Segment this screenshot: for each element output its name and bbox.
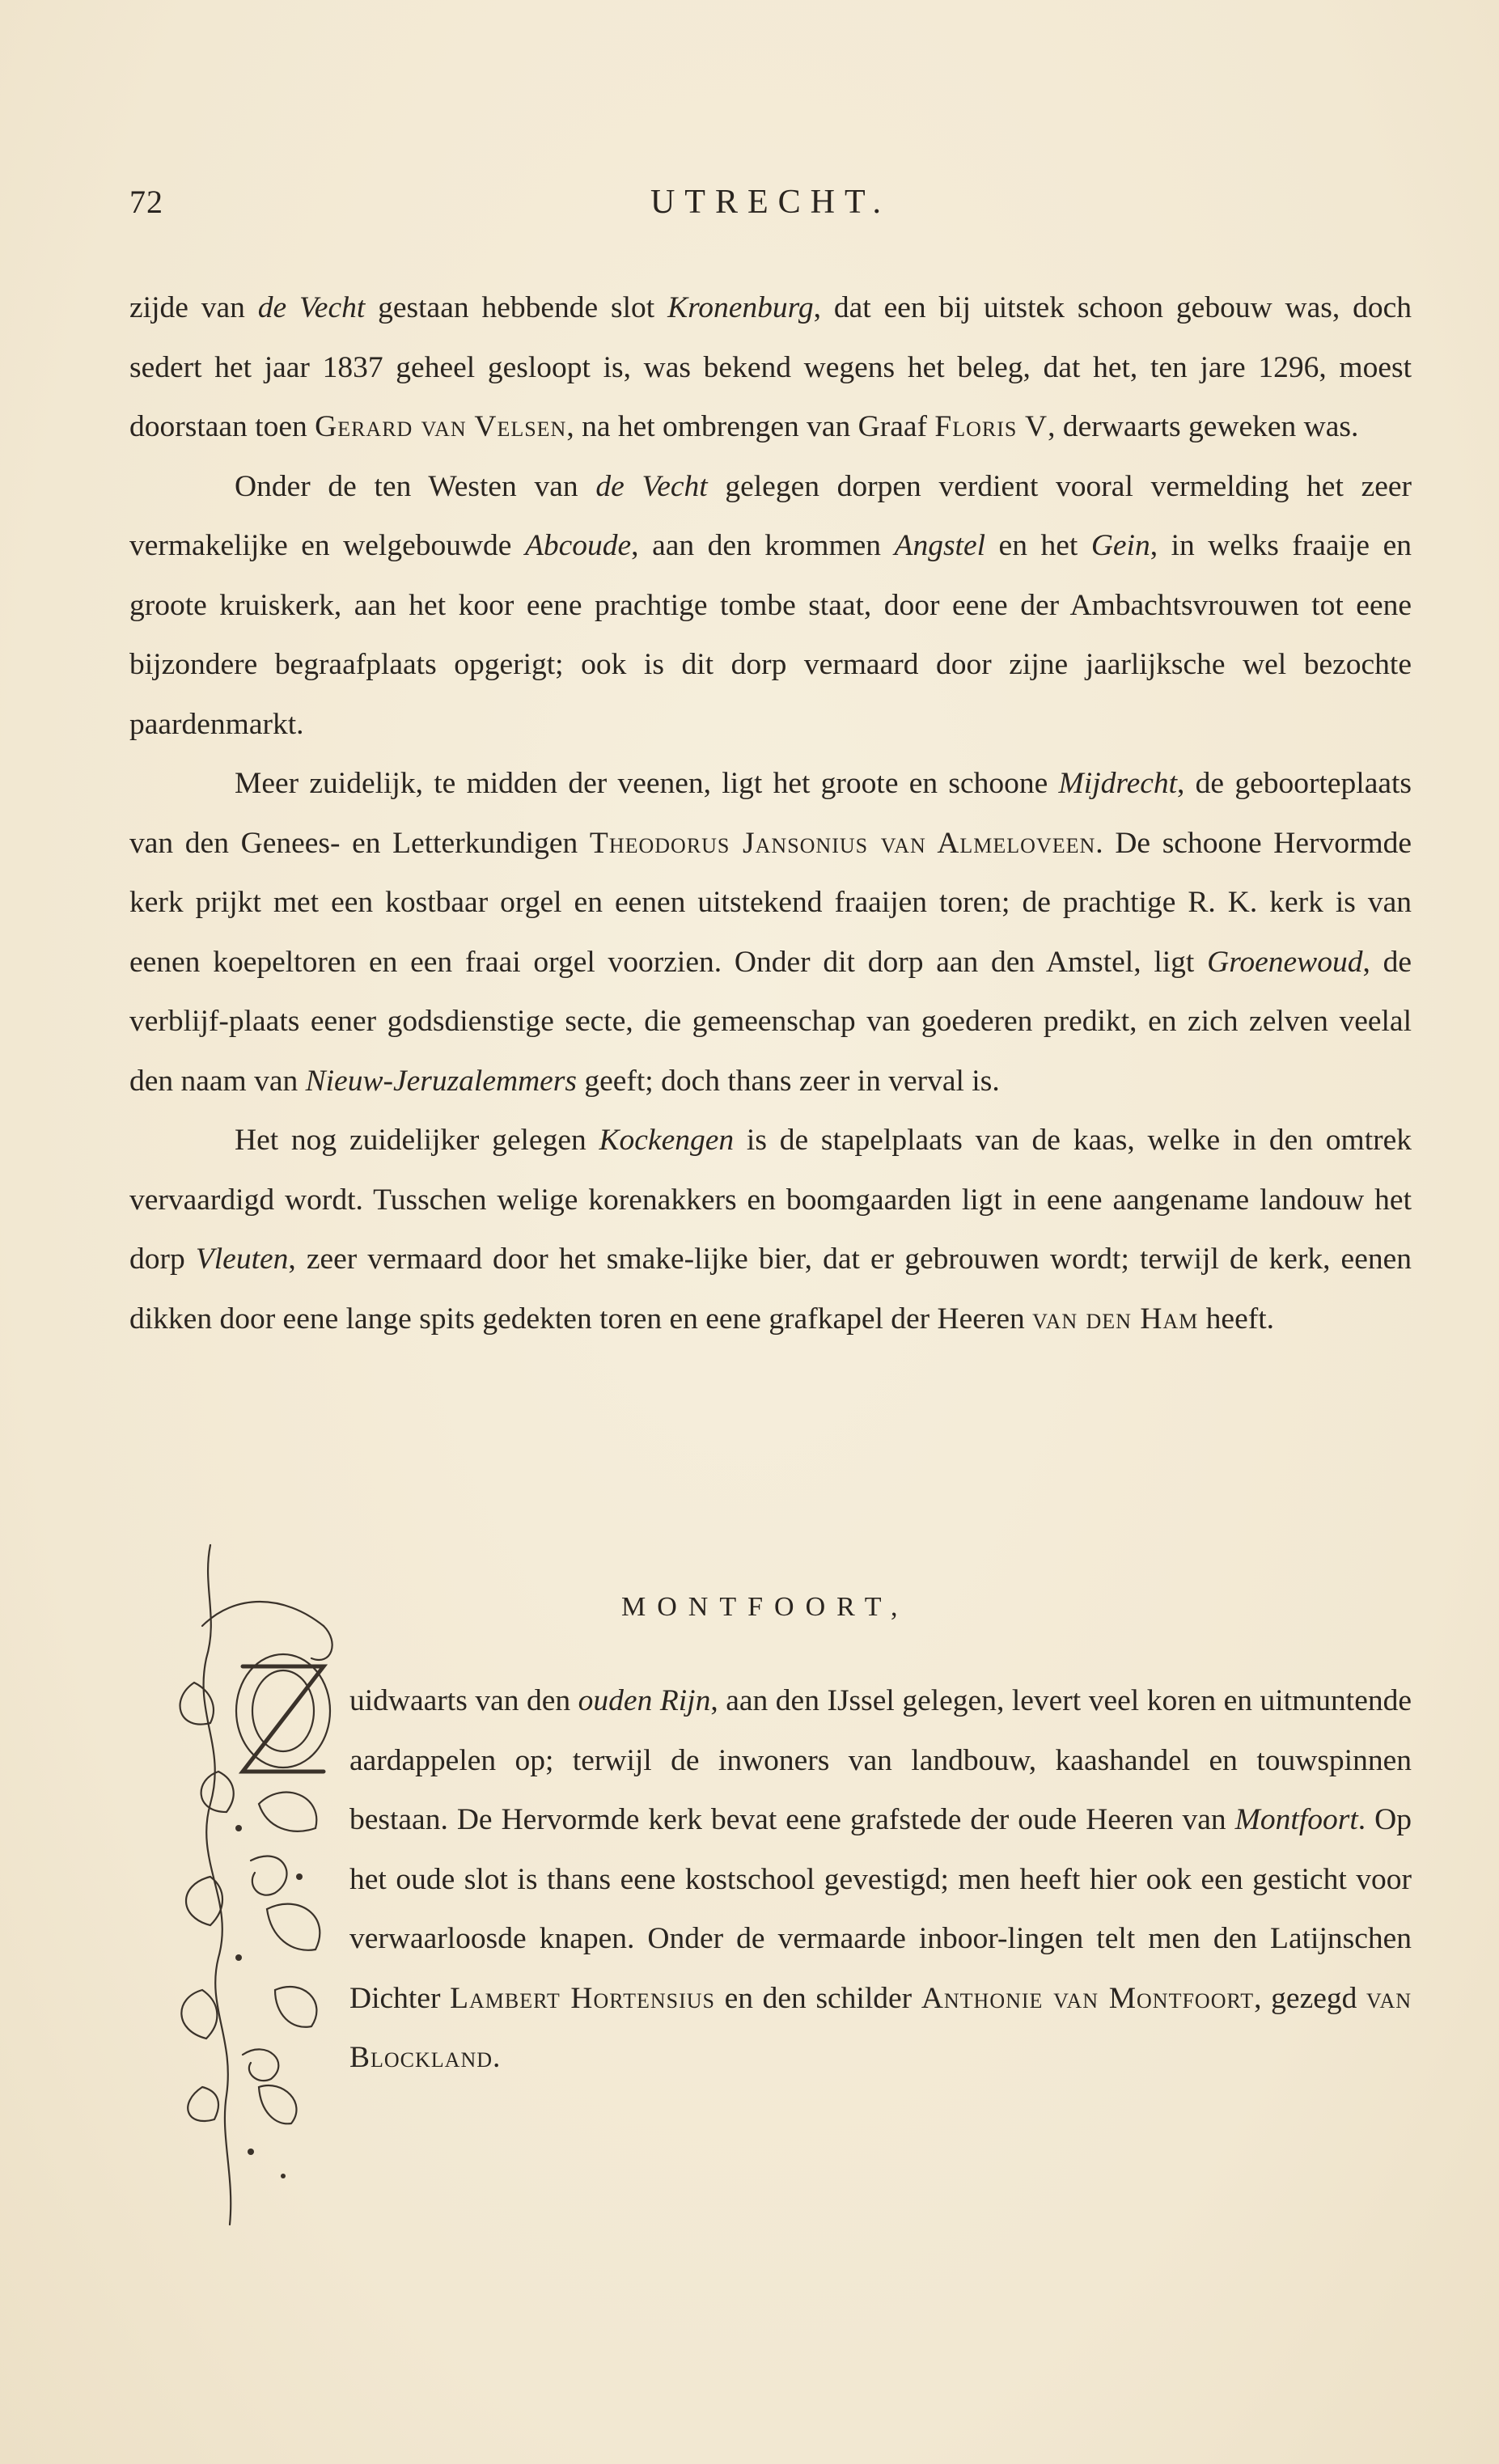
berry-1	[235, 1825, 242, 1831]
text-run: en den schilder	[714, 1981, 921, 2015]
page-number: 72	[129, 184, 163, 220]
place-name: Abcoude	[524, 529, 632, 562]
text-run: , derwaarts geweken was.	[1048, 410, 1359, 443]
text-run: is de stapelplaats van de kaas, welke in den omtrek vervaardigd wordt. Tusschen welige korenakkers en boomgaarden ligt in eene aangename landouw het dorp	[129, 1124, 1412, 1276]
place-name: de Vecht	[595, 469, 708, 503]
place-name: Kronenburg	[667, 291, 814, 324]
swirl-1	[251, 1856, 286, 1895]
text-run: . Op het oude slot is thans eene kostschool gevestigd; men heeft hier ook een gesticht voor verwaarloosde knapen. Onder de vermaarde inboor-lingen telt men den Latijnschen Dichter	[349, 1803, 1412, 2015]
text-run: heeft.	[1198, 1302, 1274, 1336]
group-name: Nieuw-Jeruzalemmers	[305, 1064, 577, 1098]
place-name: de Vecht	[257, 291, 366, 324]
paragraph-1	[129, 278, 1412, 457]
section-paragraph	[349, 1671, 1412, 2088]
text-run: . De schoone Hervormde kerk prijkt met een kostbaar orgel en eenen uitstekend fraaijen toren; de prachtige R. K. kerk is van eenen koepeltoren en een fraai orgel voorzien. Onder dit dorp aan den Amstel, ligt	[129, 826, 1412, 979]
swirl-2	[243, 2049, 278, 2081]
running-head: UTRECHT.	[650, 184, 891, 221]
place-name: Angstel	[894, 529, 986, 562]
text-run: en het	[985, 529, 1091, 562]
person-name: Gerard van Velsen	[315, 410, 567, 443]
letter-ring-2	[252, 1670, 314, 1751]
text-run: , de verblijf-plaats eener godsdienstige secte, die gemeenschap van goederen predikt, en zich zelven veelal den naam van	[129, 945, 1412, 1098]
decorated-initial-icon	[162, 1537, 356, 2233]
leaf-6	[181, 1990, 217, 2039]
leaf-1	[180, 1683, 214, 1725]
paragraph-2	[129, 457, 1412, 755]
text-run: , na het ombrengen van Graaf	[566, 410, 935, 443]
leaf-2	[201, 1772, 234, 1812]
text-run: Onder de ten Westen van	[235, 469, 596, 503]
person-name: Lambert Hortensius	[450, 1981, 715, 2015]
person-name: van Blockland	[349, 1981, 1412, 2074]
place-name: Kockengen	[599, 1124, 735, 1157]
person-name: Anthonie van Montfoort	[921, 1981, 1255, 2015]
berry-2	[296, 1873, 303, 1880]
text-run: geeft; doch thans zeer in verval is.	[576, 1064, 1000, 1098]
scroll-curl	[311, 1626, 332, 1660]
paragraph-3	[129, 754, 1412, 1111]
text-run: zijde van	[129, 291, 258, 324]
page-header	[129, 183, 1412, 231]
leaf-8	[188, 2087, 218, 2121]
leaf-5	[267, 1904, 320, 1950]
person-name: Floris V	[934, 410, 1048, 443]
place-name: Montfoort	[1234, 1803, 1358, 1836]
berry-3	[235, 1954, 242, 1961]
text-run: , aan den IJssel gelegen, levert veel koren en uitmuntende aardappelen op; terwijl de inwoners van landbouw, kaashandel en touwspinnen bestaan. De Hervormde kerk bevat eene grafstede der oude Heeren van	[349, 1684, 1412, 1836]
place-name: Mijdrecht	[1058, 767, 1178, 800]
person-name: van den Ham	[1032, 1302, 1199, 1336]
place-name: Vleuten	[195, 1243, 289, 1276]
leaf-3	[259, 1793, 316, 1831]
leaf-4	[186, 1877, 222, 1925]
text-run: , zeer vermaard door het smake-lijke bier, dat er gebrouwen wordt; terwijl de kerk, eenen dikken door eene lange spits gedekten toren en eene grafkapel der Heeren	[129, 1243, 1412, 1336]
leaf-7	[275, 1987, 316, 2027]
leaf-9	[259, 2085, 296, 2123]
text-run: , in welks fraaije en groote kruiskerk, aan het koor eene prachtige tombe staat, door eene der Ambachtsvrouwen tot eene bijzondere begraafplaats opgerigt; ook is dit dorp vermaard door zijne jaarlijksche wel bezochte paardenmarkt.	[129, 529, 1412, 741]
scroll-top	[202, 1602, 324, 1626]
place-name: Groenewoud	[1207, 945, 1363, 979]
text-run: gestaan hebbende slot	[365, 291, 668, 324]
paragraph-4	[129, 1111, 1412, 1348]
text-run: Het nog zuidelijker gelegen	[235, 1124, 599, 1157]
place-name: Gein	[1090, 529, 1150, 562]
text-run: , dat een bij uitstek schoon gebouw was, doch sedert het jaar 1837 geheel gesloopt is, was bekend wegens het beleg, dat het, ten jare 1296, moest doorstaan toen	[129, 291, 1412, 443]
text-run: .	[493, 2041, 501, 2074]
body-text	[129, 278, 1412, 1348]
text-run: uidwaarts van den	[349, 1684, 578, 1717]
section-text	[349, 1671, 1412, 2088]
berry-5	[281, 2174, 286, 2178]
place-name: ouden Rijn	[578, 1684, 711, 1717]
text-run: , aan den krommen	[631, 529, 895, 562]
person-name: Theodorus Jansonius van Almeloveen	[589, 826, 1096, 860]
text-run: , gezegd	[1254, 1981, 1367, 2015]
text-run: Meer zuidelijk, te midden der veenen, ligt het groote en schoone	[235, 767, 1059, 800]
berry-4	[248, 2149, 254, 2155]
text-run: gelegen dorpen verdient vooral vermelding het zeer vermakelijke en welgebouwde	[129, 469, 1412, 562]
text-run: , de geboorteplaats van den Genees- en Letterkundigen	[129, 767, 1412, 860]
section-title: MONTFOORT,	[621, 1592, 909, 1622]
